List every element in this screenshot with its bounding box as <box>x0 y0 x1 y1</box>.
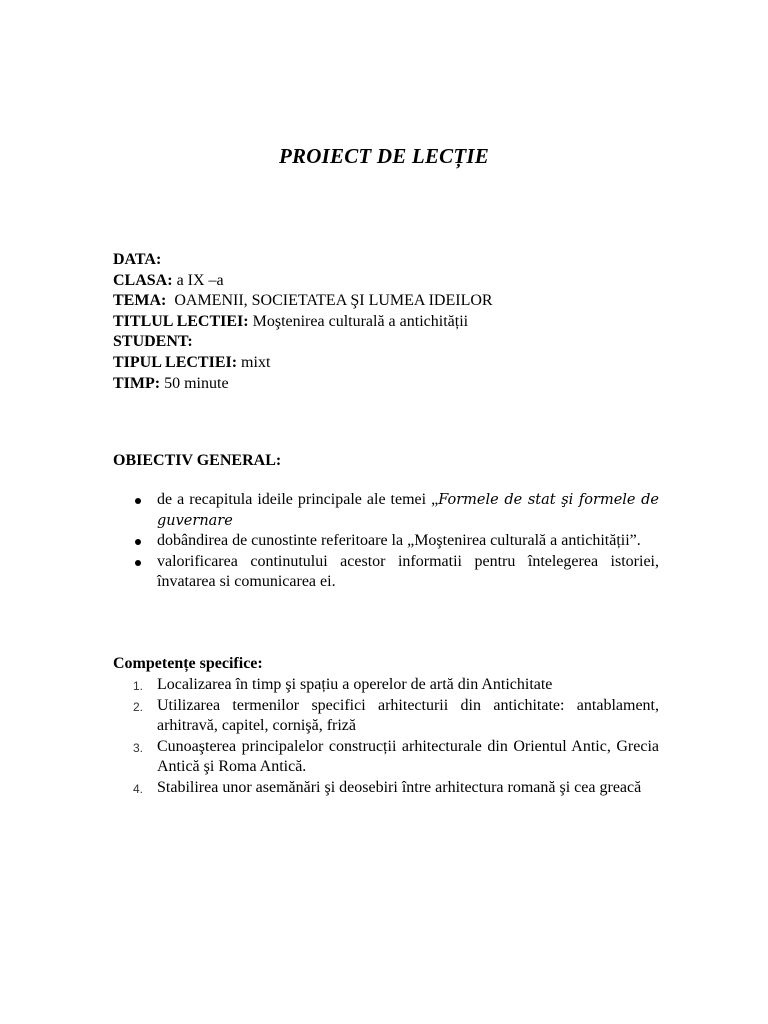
timp-value: 50 minute <box>164 374 229 392</box>
list-number: 4. <box>133 781 144 796</box>
document-title: PROIECT DE LECȚIE <box>279 144 489 168</box>
competence-text: Localizarea în timp şi spațiu a operelor de artă din Antichitate <box>157 676 553 693</box>
data-label: DATA: <box>113 251 162 268</box>
tema-value: OAMENII, SOCIETATEA ŞI LUMEA IDEILOR <box>174 292 493 310</box>
timp-label: TIMP: <box>113 374 161 392</box>
competences-heading: Competențe specifice: <box>113 655 263 672</box>
meta-row-titlul <box>113 312 493 333</box>
student-label: STUDENT: <box>113 333 193 351</box>
list-item <box>113 531 659 552</box>
bullet-icon <box>135 498 141 504</box>
clasa-label: CLASA: <box>113 271 173 289</box>
meta-row-timp <box>113 374 493 395</box>
list-item <box>113 778 659 799</box>
competence-text: Cunoaşterea principalelor construcții arhitecturale din Orientul Antic, Grecia Antică şi Roma Antică. <box>157 737 659 776</box>
list-number: 1. <box>133 679 144 693</box>
meta-row-data <box>113 250 493 271</box>
tipul-value: mixt <box>241 353 271 371</box>
competence-text: Utilizarea termenilor specifici arhitecturii din antichitate: antablament, arhitravă, capitel, cornişă, friză <box>157 696 659 735</box>
meta-row-clasa <box>113 271 493 292</box>
bullet-icon <box>135 560 141 566</box>
meta-row-tipul <box>113 353 493 374</box>
objective-text: dobândirea de cunostinte referitoare la „Moştenirea culturală a antichității”. <box>157 532 641 550</box>
list-item <box>113 737 659 778</box>
clasa-value: a IX –a <box>176 271 224 289</box>
list-item <box>113 490 659 531</box>
objective-text: valorificarea continutului acestor informatii pentru întelegerea istoriei, învatarea si comunicarea ei. <box>157 552 659 591</box>
meta-row-tema <box>113 291 493 312</box>
list-item <box>113 552 659 593</box>
titlul-value: Moştenirea culturală a antichității <box>252 312 469 330</box>
tipul-label: TIPUL LECTIEI: <box>113 353 238 371</box>
objective-text: de a recapitula ideile principale ale temei „ <box>157 491 439 508</box>
objectives-heading: OBIECTIV GENERAL: <box>113 452 282 469</box>
bullet-icon <box>135 539 141 545</box>
tema-label: TEMA: <box>113 292 167 310</box>
lesson-meta <box>113 250 493 394</box>
list-number: 2. <box>133 699 144 714</box>
competence-text: Stabilirea unor asemănări şi deosebiri între arhitectura romană şi cea greacă <box>157 778 642 796</box>
objectives-list <box>113 490 659 593</box>
titlul-label: TITLUL LECTIEI: <box>113 312 249 330</box>
list-item <box>113 696 659 737</box>
meta-row-student <box>113 332 493 353</box>
objective-italic-text: Formele de stat şi formele de guvernare <box>157 492 659 529</box>
competences-list <box>113 675 659 799</box>
list-item <box>113 675 659 696</box>
list-number: 3. <box>133 740 144 755</box>
